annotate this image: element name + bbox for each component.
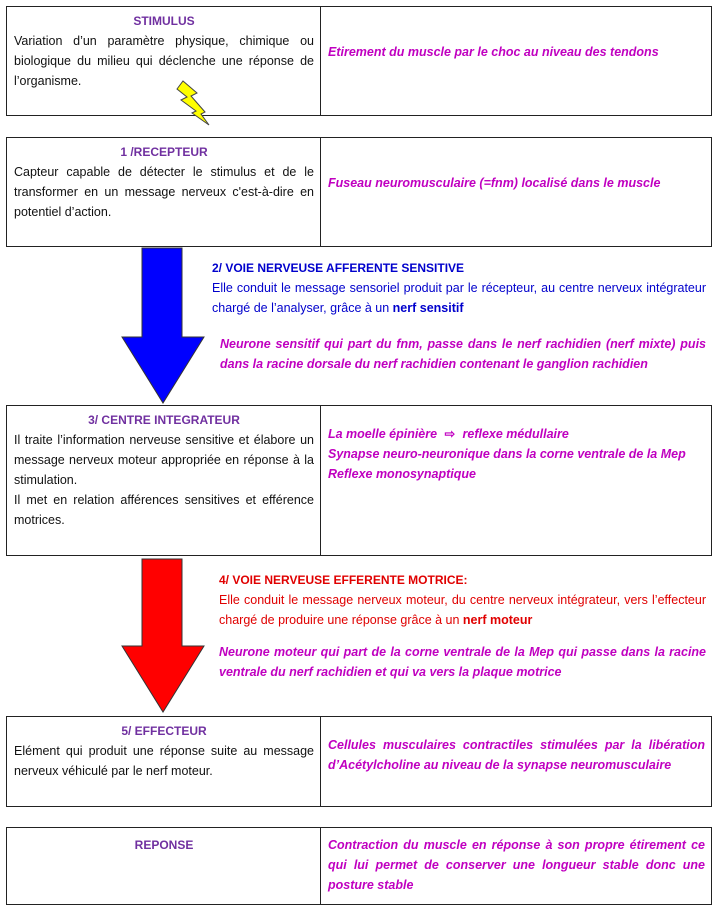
effecteur-example: Cellules musculaires contractiles stimulées par la libération d’Acétylcholine au niveau de la synapse neuromusculaire xyxy=(328,738,705,772)
reponse-example: Contraction du muscle en réponse à son propre étirement ce qui lui permet de conserver une longueur stable donc une posture stable xyxy=(328,838,705,892)
voie-afferente-title: 2/ VOIE NERVEUSE AFFERENTE SENSITIVE xyxy=(212,261,465,275)
nerf-sensitif-label: nerf sensitif xyxy=(392,301,464,315)
voie-afferente-section xyxy=(212,258,706,374)
nerf-moteur-label: nerf moteur xyxy=(462,613,533,627)
recepteur-box xyxy=(6,137,712,247)
recepteur-title: 1 /RECEPTEUR xyxy=(120,145,208,159)
stimulus-box xyxy=(6,6,712,116)
effecteur-definition: Elément qui produit une réponse suite au message nerveux véhiculé par le nerf moteur. xyxy=(14,744,314,778)
reponse-title-cell xyxy=(7,828,321,904)
reflexe-medullaire-label: reflexe médullaire xyxy=(462,427,569,441)
voie-efferente-text xyxy=(219,590,706,630)
voie-efferente-text-main: Elle conduit le message nerveux moteur, du centre nerveux intégrateur, vers l’effecteur chargé de produire une réponse grâce à un xyxy=(219,593,706,627)
effecteur-example-cell xyxy=(321,717,711,806)
centre-example-line-2: Synapse neuro-neuronique dans la corne ventrale de la Mep xyxy=(328,447,686,461)
voie-afferente-text-main: Elle conduit le message sensoriel produit par le récepteur, au centre nerveux intégrateur chargé de l’analyser, grâce à un xyxy=(212,281,706,315)
centre-example-line-1 xyxy=(328,424,705,444)
stimulus-definition-cell xyxy=(7,7,321,115)
centre-definition-1: Il traite l’information nerveuse sensitive et élabore un message nerveux moteur appropriée en réponse à la stimulation. xyxy=(14,433,314,487)
centre-integrateur-box xyxy=(6,405,712,556)
right-arrow-icon: ⇨ xyxy=(444,427,456,441)
centre-title: 3/ CENTRE INTEGRATEUR xyxy=(88,413,240,427)
stimulus-title: STIMULUS xyxy=(133,14,195,28)
recepteur-definition: Capteur capable de détecter le stimulus et de le transformer en un message nerveux c'est-à-dire en potentiel d’action. xyxy=(14,165,314,219)
stimulus-definition: Variation d’un paramètre physique, chimique ou biologique du milieu qui déclenche une réponse de l’organisme. xyxy=(14,34,314,88)
voie-efferente-example: Neurone moteur qui part de la corne ventrale de la Mep qui passe dans la racine ventrale du nerf rachidien et qui va vers la plaque motrice xyxy=(219,645,706,679)
voie-afferente-text xyxy=(212,278,706,318)
stimulus-example: Etirement du muscle par le choc au niveau des tendons xyxy=(328,45,659,59)
red-down-arrow-icon xyxy=(120,558,206,714)
recepteur-example-cell xyxy=(321,138,711,246)
recepteur-definition-cell xyxy=(7,138,321,246)
voie-afferente-example: Neurone sensitif qui part du fnm, passe dans le nerf rachidien (nerf mixte) puis dans la racine dorsale du nerf rachidien contenant le ganglion rachidien xyxy=(220,337,706,371)
effecteur-title: 5/ EFFECTEUR xyxy=(121,724,207,738)
moelle-epiniere-label: La moelle épinière xyxy=(328,427,438,441)
reponse-box xyxy=(6,827,712,905)
effecteur-box xyxy=(6,716,712,807)
reponse-title: REPONSE xyxy=(134,838,194,852)
stimulus-example-cell xyxy=(321,7,711,115)
centre-definition-2: Il met en relation afférences sensitives et efférence motrices. xyxy=(14,493,314,527)
centre-example-cell xyxy=(321,406,711,555)
voie-efferente-title: 4/ VOIE NERVEUSE EFFERENTE MOTRICE: xyxy=(219,573,468,587)
recepteur-example: Fuseau neuromusculaire (=fnm) localisé dans le muscle xyxy=(328,176,661,190)
voie-efferente-section xyxy=(219,570,706,682)
reponse-example-cell xyxy=(321,828,711,904)
centre-example-line-3: Reflexe monosynaptique xyxy=(328,467,476,481)
lightning-icon xyxy=(175,79,211,127)
blue-down-arrow-icon xyxy=(120,247,206,405)
effecteur-definition-cell xyxy=(7,717,321,806)
centre-definition-cell xyxy=(7,406,321,555)
